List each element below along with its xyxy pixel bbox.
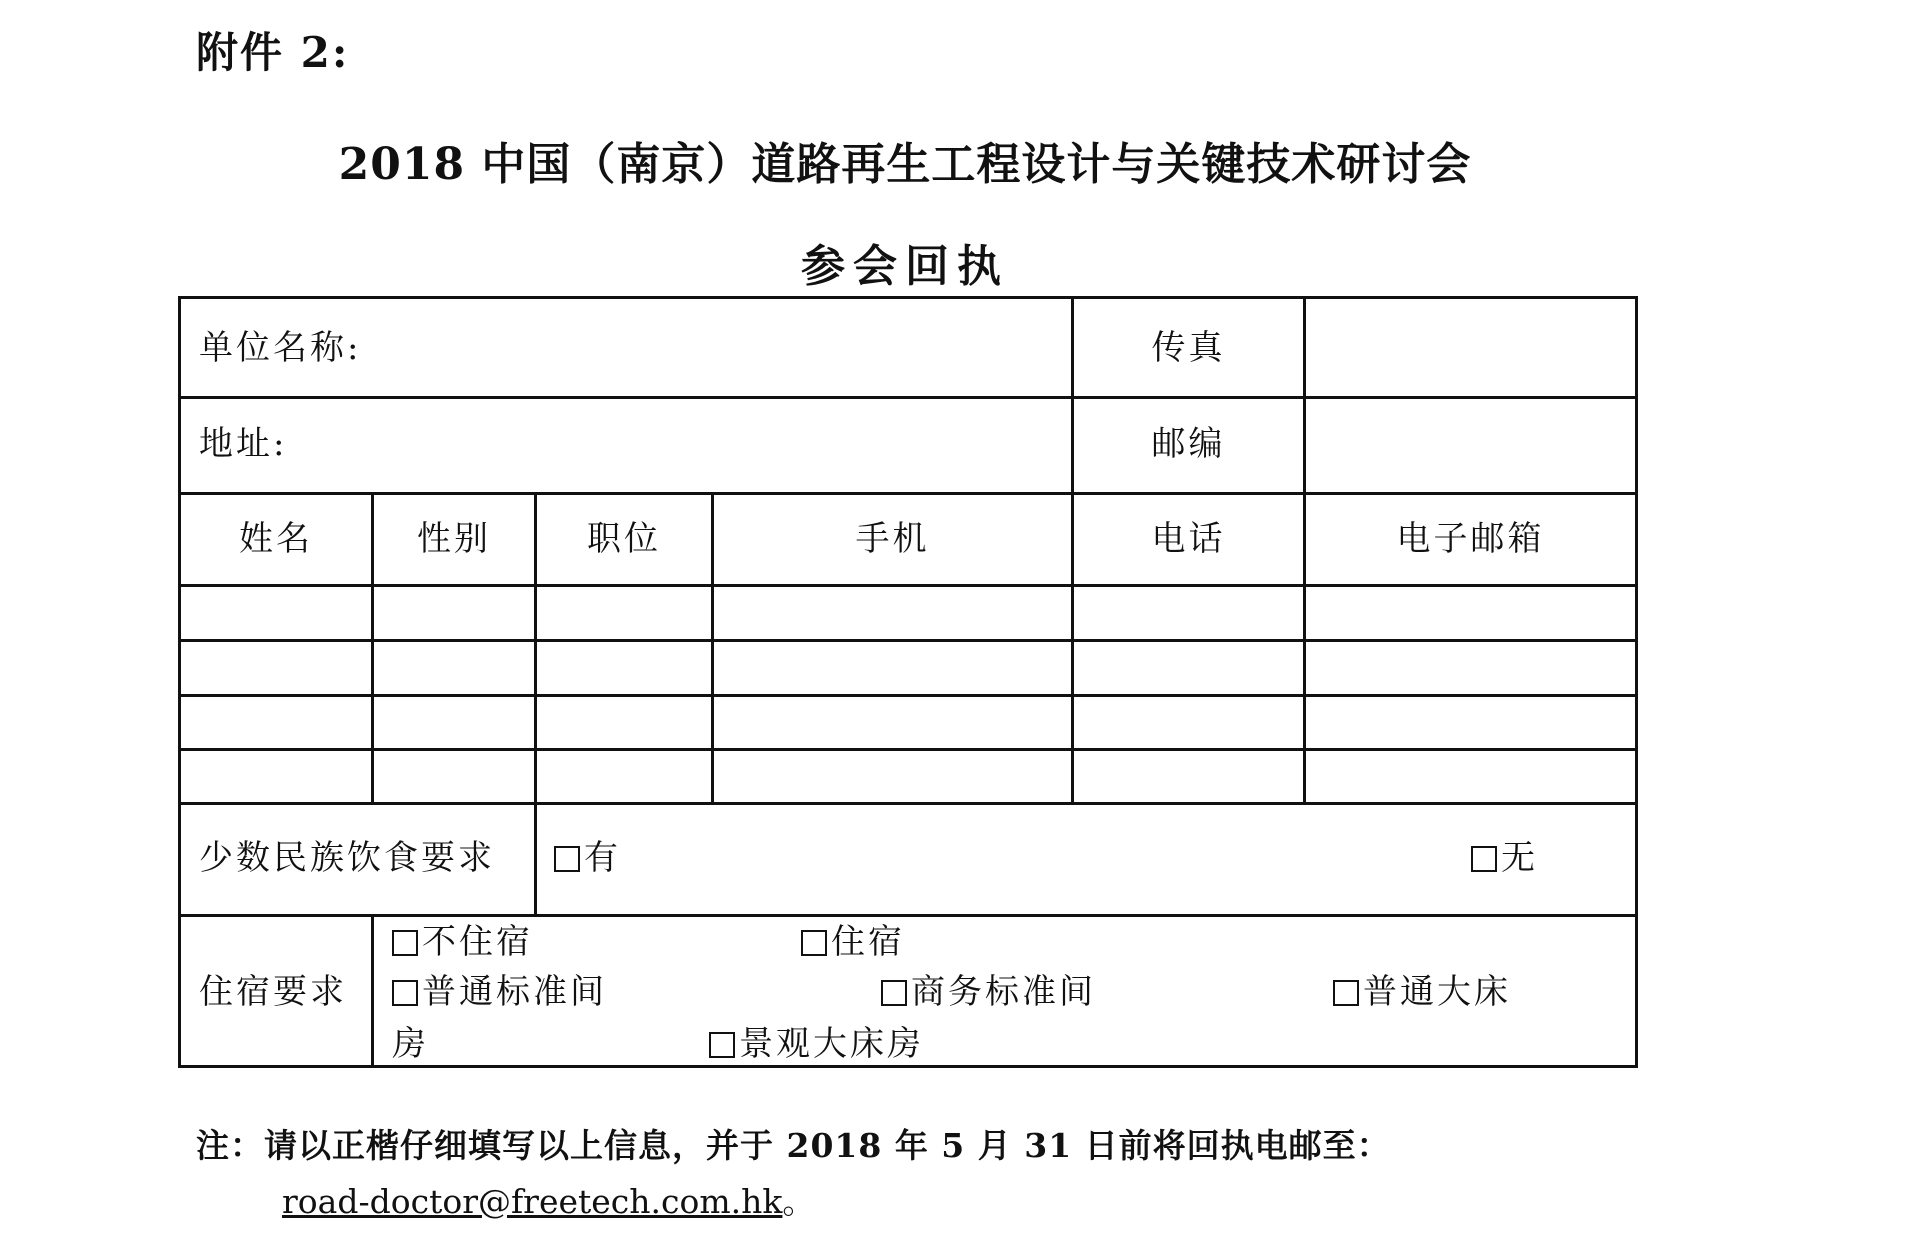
column-header-name: 姓名 [239,519,313,559]
column-header-phone: 电话 [1151,519,1226,559]
lodging-standard-room-option[interactable] [392,972,607,1012]
option-label: 不住宿 [422,922,533,962]
diet-no-label: 无 [1501,838,1538,878]
row-divider [181,639,1635,642]
lodging-no-stay-option[interactable] [392,922,533,962]
lodging-business-room-option[interactable] [881,972,1096,1012]
checkbox[interactable] [881,980,907,1006]
registration-form [178,296,1638,1068]
postcode-field[interactable] [1306,399,1635,492]
lodging-stay-option[interactable] [801,922,905,962]
row-divider [181,748,1635,751]
checkbox[interactable] [392,980,418,1006]
row-divider [181,914,1635,917]
checkbox[interactable] [1333,980,1359,1006]
diet-yes-option[interactable] [554,838,621,878]
diet-no-option[interactable] [1471,838,1538,878]
address-label: 地址: [199,424,288,464]
row-divider [181,802,1635,805]
option-label: 普通标准间 [422,972,607,1012]
lodging-standard-king-continued: 房 [392,1024,429,1064]
option-label: 商务标准间 [911,972,1096,1012]
option-label: 景观大床房 [739,1024,924,1064]
option-label: 普通大床 [1363,972,1511,1012]
col-divider [371,914,374,1065]
checkbox[interactable] [801,930,827,956]
row-divider [181,584,1635,587]
email-suffix: 。 [782,1182,816,1221]
row-divider [181,492,1635,495]
footer-email-line [282,1176,815,1223]
column-header-mobile: 手机 [855,519,930,559]
footer-note: 注：请以正楷仔细填写以上信息，并于 2018 年 5 月 31 日前将回执电邮至： [196,1126,1391,1165]
page-subtitle: 参会回执 [801,241,1009,292]
diet-label: 少数民族饮食要求 [199,838,495,878]
fax-field[interactable] [1306,299,1635,396]
org-name-label: 单位名称: [199,328,362,368]
fax-label: 传真 [1151,328,1226,368]
lodging-standard-king-option[interactable] [1333,972,1511,1012]
address-field[interactable] [301,399,1069,492]
diet-yes-label: 有 [584,838,621,878]
column-header-email: 电子邮箱 [1396,519,1545,559]
postcode-label: 邮编 [1151,424,1226,464]
column-header-gender: 性别 [417,519,491,559]
org-name-field[interactable] [381,299,1069,396]
page-title: 2018 中国（南京）道路再生工程设计与关键技术研讨会 [338,139,1472,190]
email-link[interactable]: road-doctor@freetech.com.hk [282,1182,783,1221]
attachment-label: 附件 2: [196,28,350,77]
lodging-label: 住宿要求 [199,972,347,1012]
checkbox[interactable] [709,1032,735,1058]
col-divider [534,802,537,914]
checkbox[interactable] [554,846,580,872]
column-header-position: 职位 [587,519,661,559]
checkbox[interactable] [392,930,418,956]
option-label: 住宿 [831,922,905,962]
row-divider [181,694,1635,697]
checkbox[interactable] [1471,846,1497,872]
lodging-view-king-option[interactable] [709,1024,924,1064]
